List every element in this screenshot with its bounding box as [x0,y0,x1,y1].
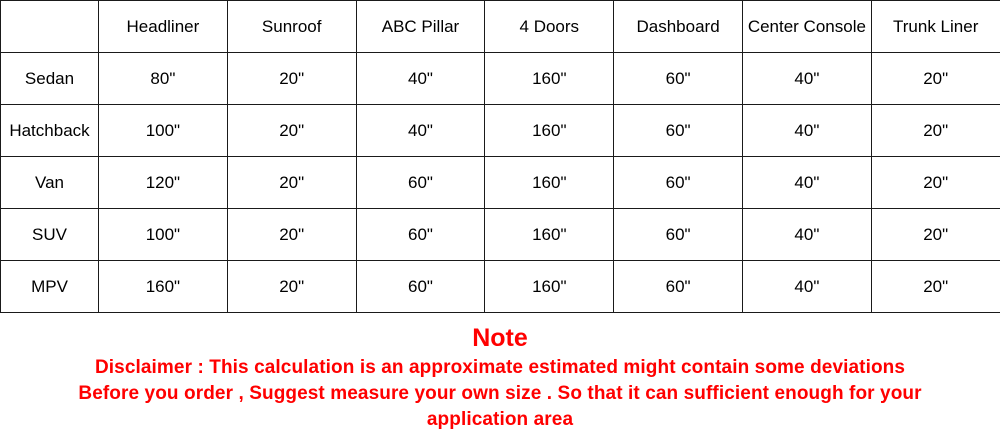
cell-value: 120" [99,157,228,209]
cell-value: 20" [871,105,1000,157]
column-header-4-doors: 4 Doors [485,1,614,53]
cell-value: 20" [227,157,356,209]
cell-value: 40" [742,105,871,157]
row-label: Van [1,157,99,209]
cell-value: 160" [99,261,228,313]
cell-value: 20" [871,157,1000,209]
cell-value: 20" [871,53,1000,105]
note-section [0,313,1000,441]
cell-value: 60" [614,53,743,105]
table-row [1,105,1000,157]
cell-value: 20" [227,105,356,157]
cell-value: 60" [356,157,485,209]
table-row [1,157,1000,209]
row-label: Sedan [1,53,99,105]
table-header-row [1,1,1000,53]
cell-value: 40" [742,261,871,313]
cell-value: 40" [356,53,485,105]
column-header-dashboard: Dashboard [614,1,743,53]
row-label: SUV [1,209,99,261]
table-row [1,261,1000,313]
cell-value: 160" [485,53,614,105]
cell-value: 60" [356,261,485,313]
cell-value: 100" [99,105,228,157]
cell-value: 20" [227,53,356,105]
cell-value: 160" [485,105,614,157]
cell-value: 160" [485,261,614,313]
note-disclaimer-line-1: Disclaimer : This calculation is an approximate estimated might contain some deviations [94,357,906,378]
cell-value: 160" [485,209,614,261]
cell-value: 100" [99,209,228,261]
cell-value: 20" [871,261,1000,313]
note-disclaimer-line-3: application area [426,409,574,430]
column-header-abc-pillar: ABC Pillar [356,1,485,53]
cell-value: 60" [614,105,743,157]
row-label: Hatchback [1,105,99,157]
column-header-trunk-liner: Trunk Liner [871,1,1000,53]
cell-value: 80" [99,53,228,105]
note-disclaimer-line-2: Before you order , Suggest measure your own size . So that it can sufficient enough for your [78,383,922,404]
table-row [1,209,1000,261]
cell-value: 20" [227,261,356,313]
cell-value: 60" [356,209,485,261]
cell-value: 40" [742,53,871,105]
note-title: Note [472,324,528,352]
cell-value: 40" [742,209,871,261]
cell-value: 20" [871,209,1000,261]
cell-value: 60" [614,209,743,261]
cell-value: 40" [356,105,485,157]
column-header-headliner: Headliner [99,1,228,53]
cell-value: 60" [614,157,743,209]
cell-value: 40" [742,157,871,209]
table-row [1,53,1000,105]
cell-value: 60" [614,261,743,313]
cell-value: 160" [485,157,614,209]
cell-value: 20" [227,209,356,261]
row-label: MPV [1,261,99,313]
column-header-sunroof: Sunroof [227,1,356,53]
column-header-center-console: Center Console [742,1,871,53]
table-corner-cell [1,1,99,53]
